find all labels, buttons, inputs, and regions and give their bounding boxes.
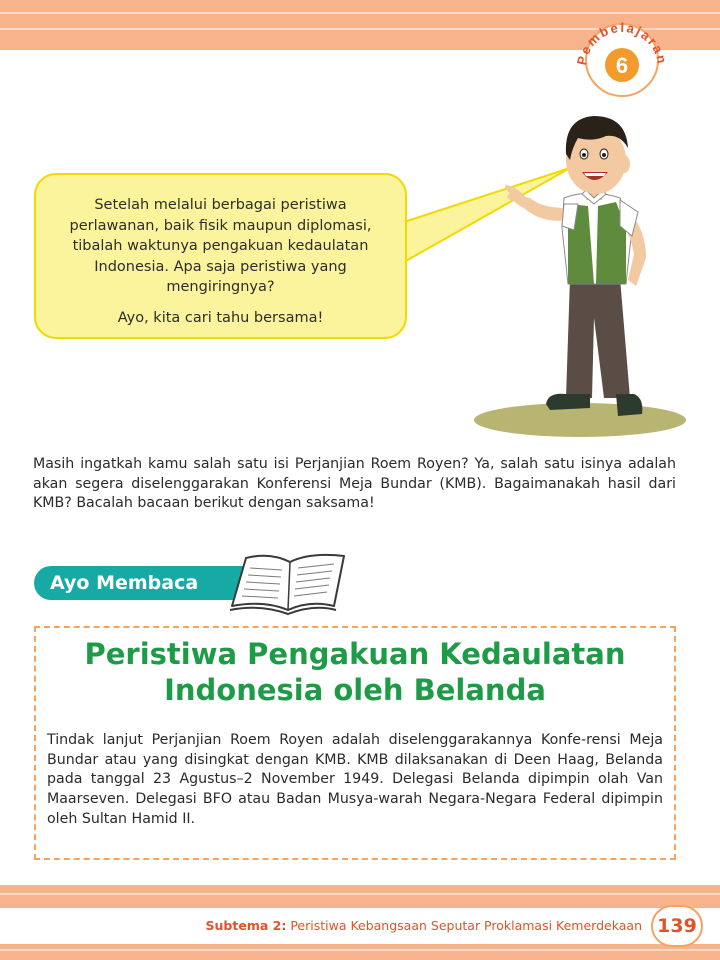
footer-subtheme [206, 918, 642, 933]
page-number: 139 [651, 905, 703, 947]
speech-bubble [34, 173, 407, 339]
footer-subtheme-label: Subtema 2: [205, 918, 287, 933]
speech-bubble-text: Setelah melalui berbagai peristiwa perlawanan, baik fisik maupun diplomasi, tibalah waktunya pengakuan kedaulatan Indonesia. Apa saja peristiwa yang mengiringnya? [69, 197, 372, 295]
badge-number: 6 [615, 53, 629, 78]
open-book-icon [226, 550, 352, 616]
footer-subtheme-title: Peristiwa Kebangsaan Seputar Proklamasi Kemerdekaan [290, 918, 642, 933]
footer-stripe [0, 949, 720, 951]
reading-title-line-1: Peristiwa Pengakuan Kedaulatan [84, 637, 626, 671]
reading-title [34, 636, 676, 708]
footer-stripe [0, 893, 720, 895]
speech-bubble-call-to-action: Ayo, kita cari tahu bersama! [117, 309, 324, 326]
lesson-badge [570, 10, 674, 98]
boy-character-illustration [470, 108, 690, 438]
intro-paragraph: Masih ingatkah kamu salah satu isi Perjanjian Roem Royen? Ya, salah satu isinya adalah akan segera diselenggarakan Konferensi Meja Bundar (KMB). Bagaimanakah hasil dari KMB? Bacalah bacaan berikut dengan saksama! [33, 456, 676, 511]
ayo-membaca-label: Ayo Membaca [34, 566, 266, 600]
reading-title-line-2: Indonesia oleh Belanda [164, 673, 546, 707]
badge-word: Pembelajaran [573, 19, 671, 67]
reading-body: Tindak lanjut Perjanjian Roem Royen adalah diselenggarakannya Konfe-rensi Meja Bundar atau yang disingkat dengan KMB. KMB dilaksanakan di Deen Haag, Belanda pada tanggal 23 Agustus–2 November 1949. Delegasi Belanda dipimpin olah Van Maarseven. Delegasi BFO atau Badan Musya-warah Negara-Negara Federal dipimpin oleh Sultan Hamid II. [47, 732, 663, 827]
